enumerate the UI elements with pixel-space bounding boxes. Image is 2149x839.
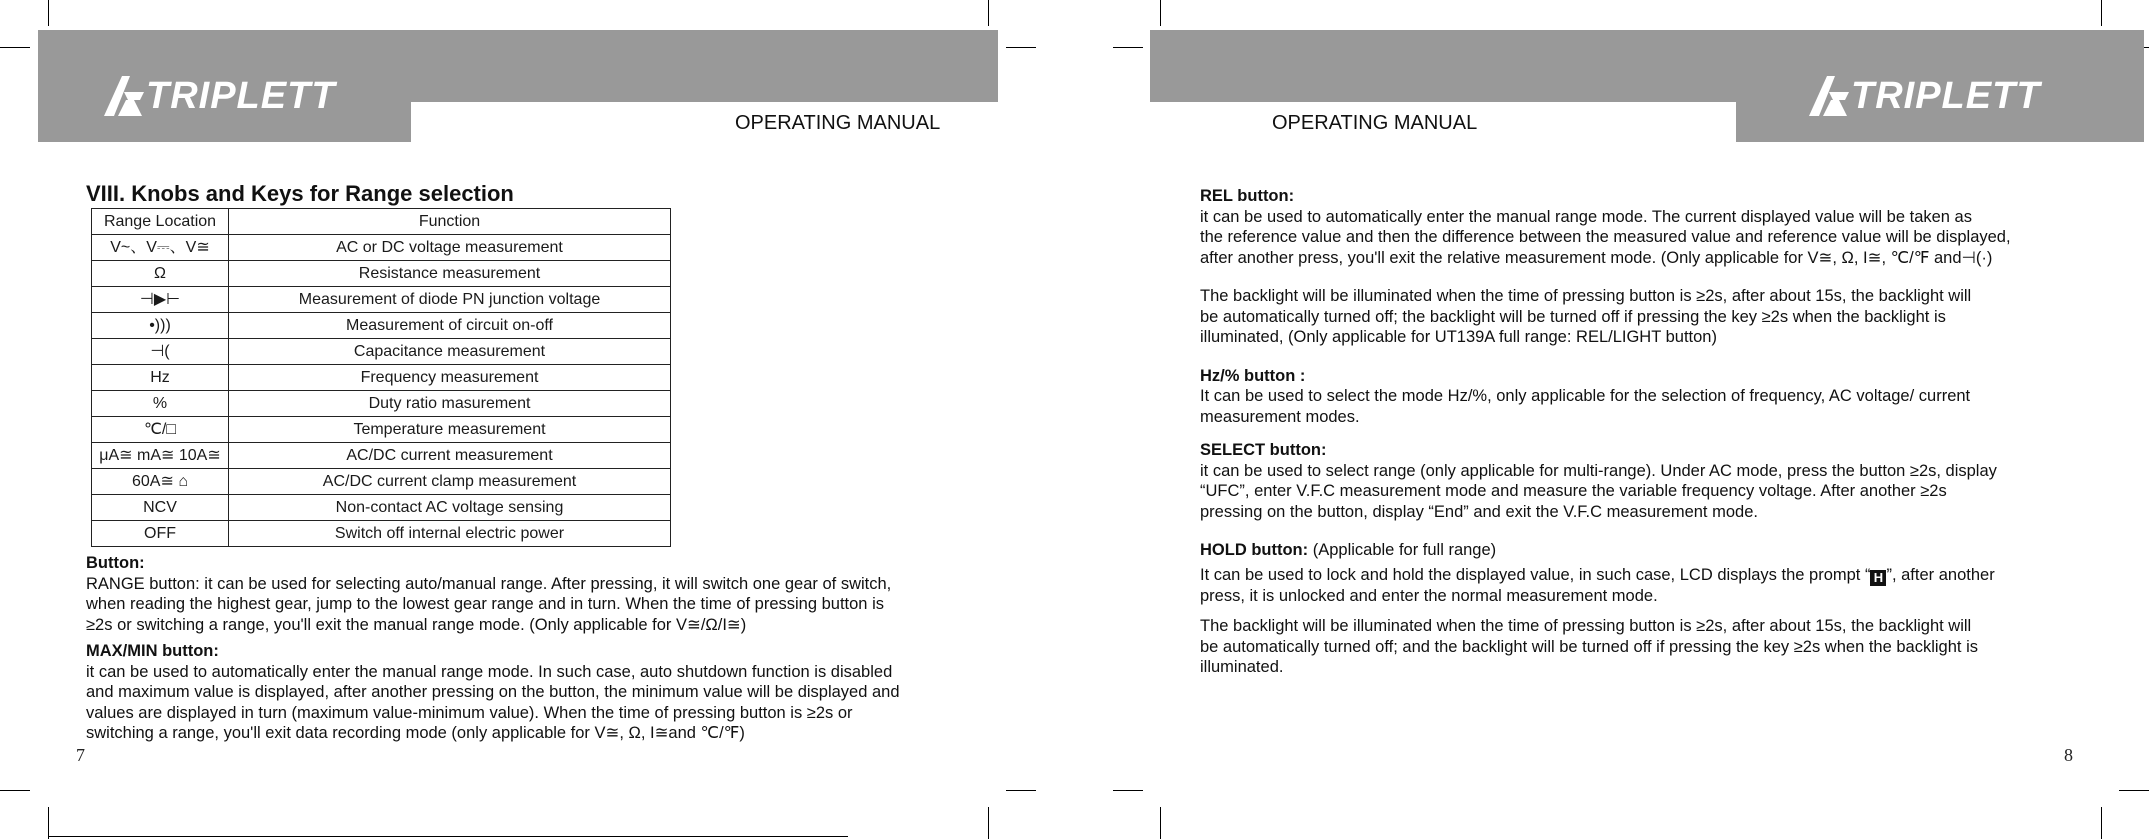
- triplett-logo-icon: [1805, 72, 1851, 120]
- table-row: [92, 469, 671, 495]
- range-symbol: •))): [92, 313, 229, 339]
- hold-h-icon: H: [1870, 570, 1886, 586]
- right-page: [1075, 0, 2149, 839]
- table-row: [92, 443, 671, 469]
- page-number: 8: [2064, 745, 2073, 765]
- table-row: [92, 287, 671, 313]
- maxmin-text-line: switching a range, you'll exit data recording mode (only applicable for V≅, Ω, I≅and ℃/℉): [86, 724, 745, 742]
- backlight-text-line: illuminated.: [1200, 658, 1284, 676]
- button-heading: Button:: [86, 554, 145, 572]
- select-text-line: it can be used to select range (only applicable for multi-range). Under AC mode, press the button ≥2s, display: [1200, 461, 1997, 480]
- table-row: [92, 235, 671, 261]
- table-row: [92, 391, 671, 417]
- range-symbol: V~、V⎓、V≅: [92, 235, 229, 261]
- brand-logo: [100, 72, 336, 120]
- hold-text: ”, after another: [1886, 565, 1995, 584]
- maxmin-text-line: and maximum value is displayed, after another pressing on the button, the minimum value will be displayed and: [86, 683, 900, 701]
- range-text-line: ≥2s or switching a range, you'll exit the manual range mode. (Only applicable for V≅/Ω/I≅): [86, 615, 747, 634]
- button-section: [86, 553, 1006, 744]
- section-title: VIII. Knobs and Keys for Range selection: [86, 181, 514, 206]
- backlight-text-line: The backlight will be illuminated when the time of pressing button is ≥2s, after about 15s, the backlight will: [1200, 287, 1972, 305]
- rel-text-line: it can be used to automatically enter the manual range mode. The current displayed value will be taken as: [1200, 207, 1972, 226]
- table-row: [92, 313, 671, 339]
- rel-heading: REL button:: [1200, 187, 1295, 205]
- table-row: [92, 521, 671, 547]
- range-symbol: %: [92, 391, 229, 417]
- backlight-text-line: be automatically turned off; and the backlight will be turned off if pressing the key ≥2s when the backlight is: [1200, 637, 1978, 656]
- hold-text-line: [1200, 565, 2140, 586]
- hold-text-line: press, it is unlocked and enter the normal measurement mode.: [1200, 586, 1658, 605]
- range-symbol: μA≅ mA≅ 10A≅: [92, 443, 229, 469]
- range-function: Duty ratio masurement: [229, 391, 671, 417]
- brand-name: TRIPLETT: [1851, 74, 2041, 117]
- header-title: OPERATING MANUAL: [735, 112, 941, 134]
- range-symbol: Hz: [92, 365, 229, 391]
- range-function: Temperature measurement: [229, 417, 671, 443]
- table-row: [92, 365, 671, 391]
- hz-text-line: measurement modes.: [1200, 407, 1360, 426]
- backlight-text-line: illuminated, (Only applicable for UT139A full range: REL/LIGHT button): [1200, 328, 1717, 346]
- brand-logo: [1805, 72, 2041, 120]
- rel-text-line: the reference value and then the difference between the measured value and reference value will be displayed,: [1200, 228, 2011, 246]
- triplett-logo-icon: [100, 72, 146, 120]
- maxmin-heading: MAX/MIN button:: [86, 642, 219, 660]
- right-content: [1200, 186, 2140, 678]
- header-title: OPERATING MANUAL: [1272, 112, 1478, 134]
- hold-text: It can be used to lock and hold the displayed value, in such case, LCD displays the prompt “: [1200, 565, 1871, 584]
- hold-heading-line: [1200, 540, 2140, 561]
- hz-text-line: It can be used to select the mode Hz/%, only applicable for the selection of frequency, AC voltage/ current: [1200, 387, 1971, 405]
- range-symbol: ℃/□: [92, 417, 229, 443]
- table-row: [92, 417, 671, 443]
- table-row: [92, 495, 671, 521]
- maxmin-text-line: it can be used to automatically enter the manual range mode. In such case, auto shutdown function is disabled: [86, 662, 893, 681]
- range-function: Switch off internal electric power: [229, 521, 671, 547]
- range-table: [91, 208, 671, 547]
- select-text-line: “UFC”, enter V.F.C measurement mode and measure the variable frequency voltage. After another ≥2s: [1200, 482, 1947, 500]
- range-symbol: OFF: [92, 521, 229, 547]
- range-function: Frequency measurement: [229, 365, 671, 391]
- range-text-line: when reading the highest gear, jump to the lowest gear range and in turn. When the time of pressing button is: [86, 595, 884, 613]
- range-function: Measurement of circuit on-off: [229, 313, 671, 339]
- table-row: [92, 339, 671, 365]
- select-text-line: pressing on the button, display “End” and exit the V.F.C measurement mode.: [1200, 502, 1758, 521]
- range-function: AC/DC current clamp measurement: [229, 469, 671, 495]
- hold-heading: HOLD button:: [1200, 541, 1309, 559]
- rel-text-line: after another press, you'll exit the relative measurement mode. (Only applicable for V≅, Ω, I≅, ℃/℉ and⊣(·): [1200, 248, 1993, 267]
- brand-name: TRIPLETT: [146, 74, 336, 117]
- range-function: Non-contact AC voltage sensing: [229, 495, 671, 521]
- maxmin-text-line: values are displayed in turn (maximum value-minimum value). When the time of pressing button is ≥2s or: [86, 703, 853, 722]
- range-symbol: ⊣▶⊢: [92, 287, 229, 313]
- hold-note: (Applicable for full range): [1308, 541, 1497, 559]
- range-function: AC or DC voltage measurement: [229, 235, 671, 261]
- table-header-row: [92, 209, 671, 235]
- range-symbol: NCV: [92, 495, 229, 521]
- backlight-text-line: be automatically turned off; the backlight will be turned off if pressing the key ≥2s when the backlight is: [1200, 307, 1946, 326]
- table-row: [92, 261, 671, 287]
- page-number: 7: [76, 745, 85, 765]
- table-header: Function: [229, 209, 671, 235]
- range-text-line: RANGE button: it can be used for selecting auto/manual range. After pressing, it will switch one gear of switch,: [86, 574, 892, 593]
- range-symbol: 60A≅ ⌂: [92, 469, 229, 495]
- backlight-text-line: The backlight will be illuminated when the time of pressing button is ≥2s, after about 15s, the backlight will: [1200, 617, 1972, 635]
- range-function: Resistance measurement: [229, 261, 671, 287]
- select-heading: SELECT button:: [1200, 441, 1327, 459]
- range-function: AC/DC current measurement: [229, 443, 671, 469]
- range-function: Measurement of diode PN junction voltage: [229, 287, 671, 313]
- range-symbol: Ω: [92, 261, 229, 287]
- range-symbol: ⊣(: [92, 339, 229, 365]
- table-header: Range Location: [92, 209, 229, 235]
- range-function: Capacitance measurement: [229, 339, 671, 365]
- hz-heading: Hz/% button :: [1200, 366, 1306, 385]
